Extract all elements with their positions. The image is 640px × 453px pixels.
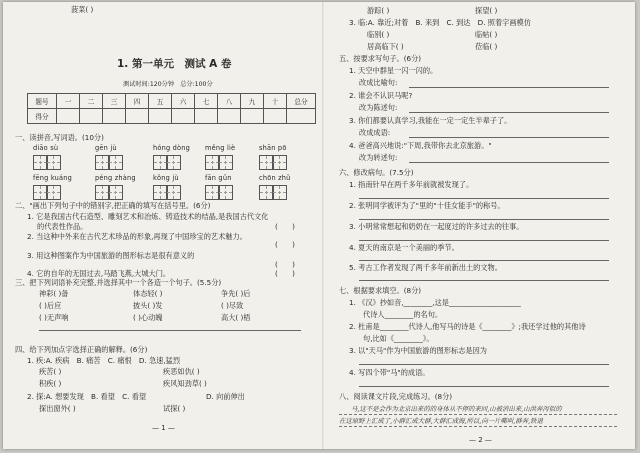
answer-line[interactable] [409,137,609,138]
score-cell: 九 [241,94,264,109]
question-4-choice[interactable]: 试探( ) [163,404,186,413]
score-cell: 四 [126,94,149,109]
question-7-item: 2. 杜甫是________代诗人,他写马的诗是《________》;我还学过他的其他诗 [349,322,586,331]
question-6-item: 4. 夏天的南京是一个美丽的季节。 [349,243,459,252]
question-7-item: 3. 以"天马"作为中国旅游的图形标志是因为 [349,346,487,355]
answer-line[interactable] [359,260,609,261]
score-blank[interactable] [149,109,172,124]
question-6-item: 1. 指南针早在两千多年前就被发现了。 [349,180,474,189]
score-cell: 总分 [287,94,316,109]
answer-line[interactable] [359,280,609,281]
pinyin: měng liè [205,144,236,152]
answer-line[interactable] [359,386,609,387]
answer-choice[interactable]: 探望( ) [475,6,498,15]
question-5-prompt: 改成比喻句: [359,78,398,87]
answer-choice[interactable]: 临别( ) [367,30,390,39]
writing-grid-cell[interactable] [218,155,233,170]
passage-underline [339,414,617,415]
question-6-item: 3. 小明常常想起和奶奶在一起度过的许多过去的往事。 [349,222,524,231]
question-4-item: 1. 疾:A. 疾病 B. 痛苦 C. 痛恨 D. 急速,猛烈 [27,356,181,365]
score-table-score-row [28,109,316,124]
question-5-item: 2. 谁会不认识马呢? [349,91,413,100]
answer-line[interactable] [359,240,609,241]
score-blank[interactable] [264,109,287,124]
pinyin: shān pō [259,144,287,152]
question-7-item: 代诗人________的名句。 [363,310,443,319]
question-5-item: 4. 爸爸高兴地说:"下周,我带你去北京旅游。" [349,141,492,150]
question-5-heading: 五、按要求写句子。(6分) [339,54,422,63]
answer-paren[interactable]: ( ) [275,240,295,249]
answer-paren[interactable]: ( ) [275,260,295,269]
question-6-item: 5. 考古工作者发现了两千多年前新出土的文物。 [349,263,502,272]
page-title: 1. 第一单元 测试 A 卷 [117,58,232,70]
pinyin: chōn zhǔ [259,174,291,182]
score-blank[interactable] [103,109,126,124]
score-table [27,93,316,124]
pinyin: hóng dòng [153,144,191,152]
pinyin: fān gǔn [205,174,232,182]
question-7-heading: 七、根据要求填空。(8分) [339,286,422,295]
score-blank[interactable] [287,109,316,124]
score-cell: 六 [172,94,195,109]
page-fold [322,2,324,449]
score-blank[interactable] [218,109,241,124]
score-blank[interactable] [195,109,218,124]
question-4-choice[interactable]: 积疾( ) [39,379,62,388]
answer-choice[interactable]: 居高临下( ) [367,42,404,51]
score-cell: 五 [149,94,172,109]
answer-choice[interactable]: 莅临( ) [475,42,498,51]
question-2-item: 2. 当这种中外来在古代艺术珍品的形象,再现了中国珍宝的艺术魅力。 [27,232,247,241]
writing-grid-cell[interactable] [46,155,61,170]
writing-grid-cell[interactable] [166,185,181,200]
question-5-item: 3. 你们都要认真学习,我能在一定一定生半辈子了。 [349,116,512,125]
score-cell: 十 [264,94,287,109]
question-4-item: D. 向前伸出 [206,392,245,401]
fold-top-left: 菠菜( ) [71,5,94,14]
question-3-heading: 三、把下列词语补充完整,并选择其中一个各造一个句子。(5.5分) [15,278,222,287]
question-5-prompt: 改为转述句: [359,153,398,162]
score-cell: 一 [57,94,80,109]
answer-paren[interactable]: ( ) [275,269,295,278]
score-label: 得分 [28,109,57,124]
question-7-item: 4. 写四个带"马"的成语。 [349,368,430,377]
question-5-prompt: 改成成语: [359,128,391,137]
score-cell: 八 [218,94,241,109]
answer-line[interactable] [359,198,609,199]
question-5-prompt: 改为陈述句: [359,103,398,112]
pinyin: diāo sù [33,144,59,152]
question-1-heading: 一、读拼音,写词语。(10分) [15,133,104,142]
pinyin: gēn jù [95,144,117,152]
reading-passage-line: 在这原野上汇成了,小群汇成大群,大群汇成海,所以,向一片嘶叫,群奔,铁退 [339,417,543,425]
question-4-heading: 四、给下列加点字选择正确的解释。(6分) [15,345,148,354]
score-blank[interactable] [80,109,103,124]
score-blank[interactable] [241,109,264,124]
score-blank[interactable] [172,109,195,124]
writing-grid-cell[interactable] [272,185,287,200]
writing-grid-cell[interactable] [108,155,123,170]
reading-passage-line: 马,这不是会作为北京出来的的身体从不停的来回,山被消出来,山洪奔泻似的 [351,405,562,413]
answer-line[interactable] [359,219,609,220]
answer-line[interactable] [409,112,609,113]
question-7-item: 1. 《汉》抄如音,________,这是____________________ [349,298,521,307]
page-number: — 1 — [152,424,175,432]
idiom-blank[interactable]: 体态轻( ) [133,289,163,298]
answer-line[interactable] [39,330,301,331]
page-number: — 2 — [469,436,492,444]
score-cell: 题号 [28,94,57,109]
answer-line[interactable] [359,364,609,365]
pinyin: péng zhàng [95,174,136,182]
answer-line[interactable] [409,87,609,88]
question-4-choice[interactable]: 疾苦( ) [39,367,62,376]
score-blank[interactable] [57,109,80,124]
idiom-blank[interactable]: 高大( )梧 [221,313,251,322]
score-cell: 七 [195,94,218,109]
writing-grid-cell[interactable] [46,185,61,200]
question-6-heading: 六、修改病句。(7.5分) [339,168,414,177]
question-4-choice[interactable]: 疾风知劲草( ) [163,379,207,388]
question-2-item: 4. 它的自年的无国过去,马踏飞燕,大城大门。 [27,269,171,278]
exam-sheet [3,2,635,449]
pinyin: kǒng jù [153,174,179,182]
writing-grid-cell[interactable] [272,155,287,170]
score-table-header-row [28,94,316,109]
question-7-item: 句,比如《________》。 [363,334,434,343]
idiom-blank[interactable]: 争先( )后 [221,289,251,298]
score-cell: 二 [80,94,103,109]
question-5-item: 1. 天空中群星一闪一闪的。 [349,66,438,75]
question-2-item: 的代表性作品。 [37,222,88,231]
passage-underline [339,426,617,427]
answer-choice[interactable]: 临帖( ) [475,30,498,39]
answer-choice[interactable]: 游踪( ) [367,6,390,15]
question-8-heading: 八、阅读课文片段,完成练习。(8分) [339,392,453,401]
question-4-item: 2. 探:A. 想要发现 B. 看望 C. 看望 [27,392,147,401]
idiom-blank[interactable]: ( )心动魄 [133,313,163,322]
question-4-choice[interactable]: 疾恶如仇( ) [163,367,200,376]
idiom-blank[interactable]: ( )尽致 [221,301,244,310]
idiom-blank[interactable]: 神彩( )备 [39,289,69,298]
time-score: 测试时间:120分钟 总分:100分 [123,81,213,88]
question-4-choice[interactable]: 探出窗外( ) [39,404,76,413]
question-6-item: 2. 张明同学被评为了"里的"十佳女能手"的称号。 [349,201,505,210]
question-2-item: 1. 它是我国古代石造型、雕刻艺术和冶炼、铸造技术的结晶,是我国古代文化 [27,212,269,221]
idiom-blank[interactable]: 披头( )发 [133,301,163,310]
answer-paren[interactable]: ( ) [275,222,295,231]
idiom-blank[interactable]: ( )后应 [39,301,62,310]
score-cell: 三 [103,94,126,109]
score-blank[interactable] [126,109,149,124]
idiom-blank[interactable]: ( )无声响 [39,313,69,322]
writing-grid-cell[interactable] [166,155,181,170]
writing-grid-cell[interactable] [108,185,123,200]
question-2-heading: 二、"画出下列句子中的错别字,把正确的填写在括号里。(6分) [15,201,211,210]
question-4-item: 3. 临:A. 靠近;对着 B. 来到 C. 到达 D. 照着字画模仿 [349,18,531,27]
writing-grid-cell[interactable] [218,185,233,200]
pinyin: fēng kuáng [33,174,73,182]
question-2-item: 3. 用这种图案作为中国旅游的图形标志是很有意义的 [27,251,195,260]
answer-line[interactable] [409,162,609,163]
